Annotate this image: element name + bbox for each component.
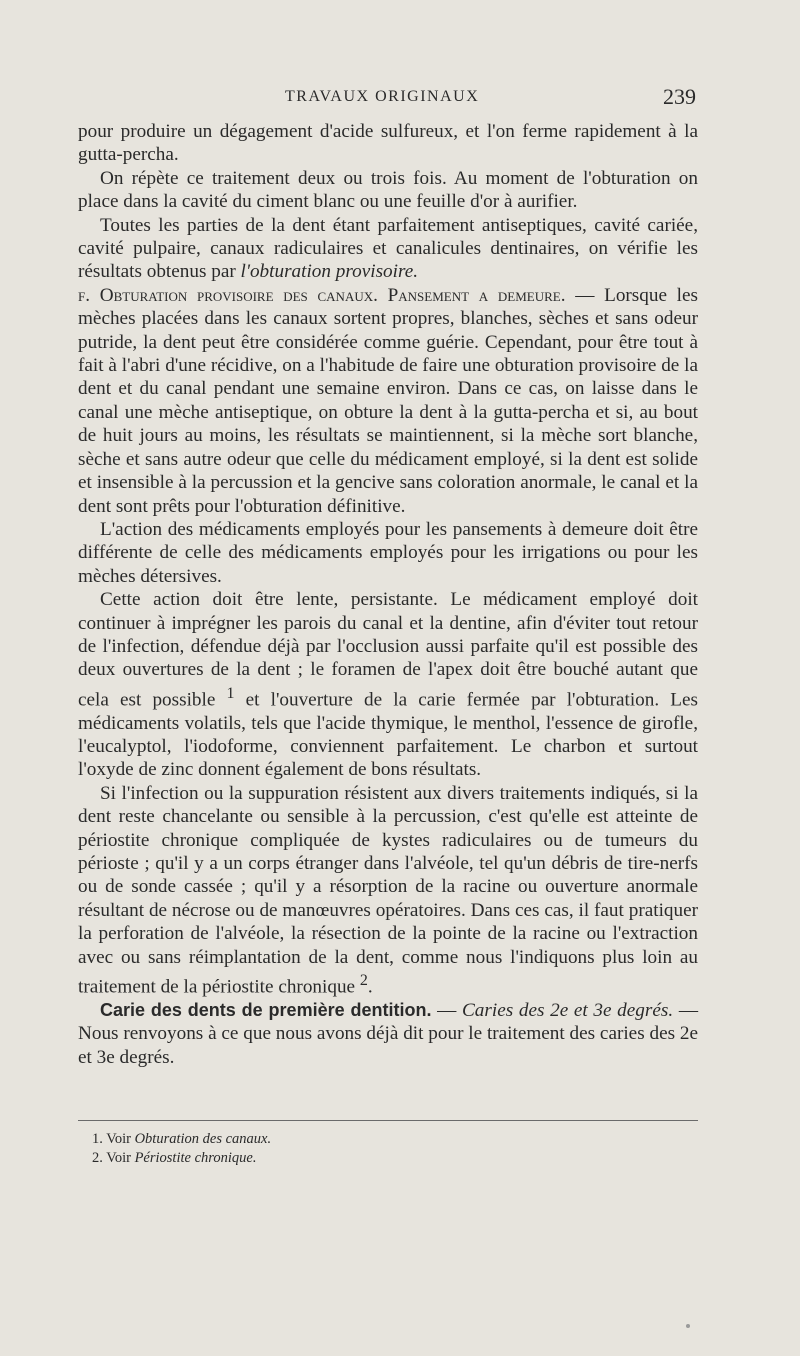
paragraph [78, 518, 698, 588]
footnote-label: 2. Voir [92, 1150, 135, 1166]
emphasis-text: Caries des 2e et 3e degrés. [462, 999, 674, 1021]
paragraph-text: pour produire un dégagement d'acide sulfureux, et l'on ferme rapidement à la gutta-percha. [78, 121, 698, 166]
footnote-ref-1: 1 [226, 684, 235, 702]
footnote-label: 1. Voir [92, 1131, 135, 1147]
running-head: TRAVAUX ORIGINAUX [285, 88, 480, 105]
paragraph-text: Toutes les parties de la dent étant parfaitement antiseptiques, cavité cariée, cavité pulpaire, canaux radiculaires et canalicules dentinaires, on vérifie les résultats obtenus par [78, 214, 698, 283]
footnote-rule [78, 1120, 698, 1121]
paragraph-text: L'action des médicaments employés pour les pansements à demeure doit être différente de celle des médicaments employés pour les irrigations ou pour les mèches détersives. [78, 518, 698, 587]
paper-speck [686, 1324, 690, 1328]
paragraph-text: . [367, 976, 373, 998]
paragraph [78, 167, 698, 214]
paragraph [78, 588, 698, 782]
footnote-text: Obturation des canaux. [134, 1131, 272, 1147]
section-heading-f: f. Obturation provisoire des canaux. Pansement a demeure. [78, 284, 566, 306]
paragraph [78, 120, 698, 167]
emphasis-text: l'obturation provisoire. [240, 261, 419, 283]
paragraph-text: Si l'infection ou la suppuration résistent aux divers traitements indiqués, si la dent reste chancelante ou sensible à la percussion, c'est qu'elle est atteinte de périostite chronique compliquée de kystes radiculaires ou de tumeurs du périoste ; qu'il y a un corps étranger dans l'alvéole, tel qu'un débris de tire-nerfs ou de sonde cassée ; qu'il y a résorption de la racine ou ouverture anormale résultant de nécrose ou de manœuvres opératoires. Dans ces cas, il faut pratiquer la perforation de l'alvéole, la résection de la pointe de la racine ou l'extraction avec ou sans réimplantation de la dent, comme nous l'indiquons plus loin au traitement de la périostite chronique [78, 782, 698, 998]
body-text [78, 120, 698, 1069]
paragraph [78, 214, 698, 284]
paragraph [78, 782, 698, 999]
section-heading: Carie des dents de première dentition. [100, 999, 432, 1020]
footnote-2 [92, 1149, 692, 1168]
footnote-1 [92, 1130, 692, 1149]
paragraph-text: — Lorsque les mèches placées dans les canaux sortent propres, blanches, sèches et sans odeur putride, la dent peut être considérée comme guérie. Cependant, pour être tout à fait à l'abri d'une récidive, on a l'habitude de faire une obturation provisoire de la dent et du canal pendant une semaine environ. Dans ce cas, on laisse dans le canal une mèche antiseptique, on obture la dent à la gutta-percha et si, au bout de huit jours au moins, les résultats se maintiennent, si la mèche sort blanche, sèche et sans autre odeur que celle du médicament employé, si la dent est solide et insensible à la percussion et la gencive sans coloration anormale, le canal et la dent sont prêts pour l'obturation définitive. [78, 284, 698, 517]
paragraph-first-dentition [78, 999, 698, 1069]
page-number: 239 [663, 84, 696, 109]
footnote-ref-2: 2 [359, 972, 368, 990]
footnotes [92, 1130, 692, 1168]
footnote-text: Périostite chronique. [134, 1150, 257, 1166]
paragraph-text: — Nous renvoyons à ce que nous avons déjà dit pour le traitement des caries des 2e et 3e degrés. [78, 999, 698, 1068]
dash: — [431, 999, 462, 1021]
paragraph-text: et l'ouverture de la carie fermée par l'obturation. Les médicaments volatils, tels que l'acide thymique, le menthol, l'essence de girofle, l'eucalyptol, l'iodoforme, conviennent parfaitement. Le charbon et surtout l'oxyde de zinc donnent également de bons résultats. [78, 689, 698, 781]
paragraph-text: Cette action doit être lente, persistante. Le médicament employé doit continuer à imprégner les parois du canal et la dentine, afin d'éviter tout retour de l'infection, défendue déjà par l'occlusion aussi parfaite qu'il est possible des deux ouvertures de la dent ; le foramen de l'apex doit être bouché autant que cela est possible [78, 589, 698, 711]
paragraph-text: On répète ce traitement deux ou trois fois. Au moment de l'obturation on place dans la cavité du ciment blanc ou une feuille d'or à aurifier. [78, 167, 698, 213]
paragraph-section-f [78, 284, 698, 518]
page-header [78, 84, 698, 114]
